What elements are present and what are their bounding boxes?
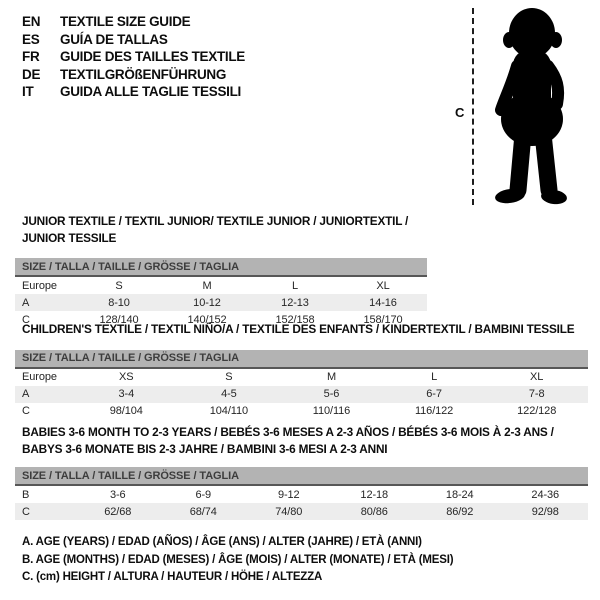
size-cell: 24-36 [531,488,560,501]
size-cell: S [115,279,123,292]
size-cell: 18-24 [445,488,474,501]
size-cell: 122/128 [517,405,557,417]
language-code: ES [22,31,40,47]
language-label: GUIDE DES TAILLES TEXTILE [60,49,246,64]
size-cell: 104/110 [209,405,249,417]
table-row [15,485,588,503]
babies-section [15,424,588,520]
children-size-table [15,350,588,420]
baby-silhouette-icon [486,6,578,206]
baby-figure [450,4,600,214]
size-cell: 86/92 [446,505,474,518]
size-cell: 110/116 [312,405,351,417]
babies-size-table [15,467,588,520]
size-cell: 10-12 [193,296,221,309]
size-cell: 12-18 [360,488,389,501]
language-code: EN [22,14,41,29]
language-list [22,13,245,101]
language-code: IT [22,84,34,99]
legend [15,534,588,587]
size-cell: L [431,371,438,383]
row-label: C [22,313,30,326]
size-cell: 116/122 [414,405,454,417]
size-cell: 98/104 [109,405,143,417]
row-label: A [22,296,30,309]
size-cell: L [291,279,299,292]
size-cell: 7-8 [528,388,545,400]
language-label: TEXTILGRÖßENFÜHRUNG [60,66,227,82]
size-cell: 74/80 [275,505,303,518]
size-cell: 14-16 [369,296,397,309]
table-row [15,403,588,420]
size-cell: 92/98 [531,505,559,518]
size-cell: 62/68 [104,505,132,518]
size-cell: S [225,371,233,383]
language-row-fr [22,48,245,66]
size-cell: 5-6 [323,388,340,400]
junior-section [15,213,427,328]
size-cell: M [326,371,337,383]
table-row [15,386,588,403]
children-section [15,321,588,420]
row-label: B [22,488,30,501]
size-cell: 68/74 [189,505,217,518]
row-label: A [22,388,30,400]
language-code: DE [22,66,41,82]
babies-section-title-line1: BABIES 3-6 MONTH TO 2-3 YEARS / BEBÉS 3-6 MESES A 2-3 AÑOS / BÉBÉS 3-6 MOIS À 2-3 ANS / [22,425,554,439]
size-cell: 8-10 [108,296,130,309]
language-label: GUÍA DE TALLAS [60,31,168,47]
height-marker-label: C [455,105,465,120]
language-label: GUIDA ALLE TAGLIE TESSILI [60,84,241,99]
size-cell: XL [376,279,390,292]
legend-line-b: B. AGE (MONTHS) / EDAD (MESES) / ÂGE (MOIS) / ALTER (MONATE) / ETÀ (MESI) [22,553,454,566]
table-row [15,368,588,386]
size-cell: 158/170 [363,313,403,326]
table-row [15,503,588,520]
size-cell: 6-9 [195,488,212,501]
size-header-band: SIZE / TALLA / TAILLE / GRÖSSE / TAGLIA [15,258,427,276]
children-section-title: CHILDREN'S TEXTILE / TEXTIL NIÑO/A / TEXTILE DES ENFANTS / KINDERTEXTIL / BAMBINI TESSILE [22,322,575,336]
table-row [15,276,427,294]
table-row [15,294,427,311]
legend-line-c: C. (cm) HEIGHT / ALTURA / HAUTEUR / HÖHE / ALTEZZA [22,571,323,583]
row-label: C [22,505,30,518]
size-cell: M [202,279,212,292]
height-measure-line [472,8,474,205]
size-header-band: SIZE / TALLA / TAILLE / GRÖSSE / TAGLIA [15,467,588,485]
row-label: C [22,405,30,417]
language-row-it [22,83,245,101]
junior-size-table [15,258,427,328]
size-cell: 12-13 [281,296,309,309]
row-label: Europe [22,279,57,292]
language-row-es [22,31,245,49]
language-label: TEXTILE SIZE GUIDE [60,14,191,29]
size-cell: 128/140 [99,313,139,326]
size-cell: XL [530,371,544,383]
size-cell: 6-7 [426,388,442,400]
language-row-en [22,13,245,31]
size-cell: 152/158 [275,313,315,326]
size-cell: XS [119,371,134,383]
size-cell: 4-5 [221,388,237,400]
size-cell: 9-12 [277,488,300,501]
babies-section-title-line2: BABYS 3-6 MONATE BIS 2-3 JAHRE / BAMBINI 3-6 MESI A 2-3 ANNI [22,441,388,456]
size-cell: 3-4 [118,388,135,400]
language-row-de [22,66,245,84]
size-cell: 3-6 [109,488,126,501]
row-label: Europe [22,371,57,383]
language-code: FR [22,49,40,64]
legend-line-a: A. AGE (YEARS) / EDAD (AÑOS) / ÂGE (ANS) / ALTER (JAHRE) / ETÀ (ANNI) [22,536,422,548]
junior-section-title: JUNIOR TEXTILE / TEXTIL JUNIOR/ TEXTILE JUNIOR / JUNIORTEXTIL / JUNIOR TESSILE [22,214,409,245]
size-cell: 80/86 [360,505,388,518]
size-header-band: SIZE / TALLA / TAILLE / GRÖSSE / TAGLIA [15,350,588,368]
size-cell: 140/152 [187,313,227,326]
